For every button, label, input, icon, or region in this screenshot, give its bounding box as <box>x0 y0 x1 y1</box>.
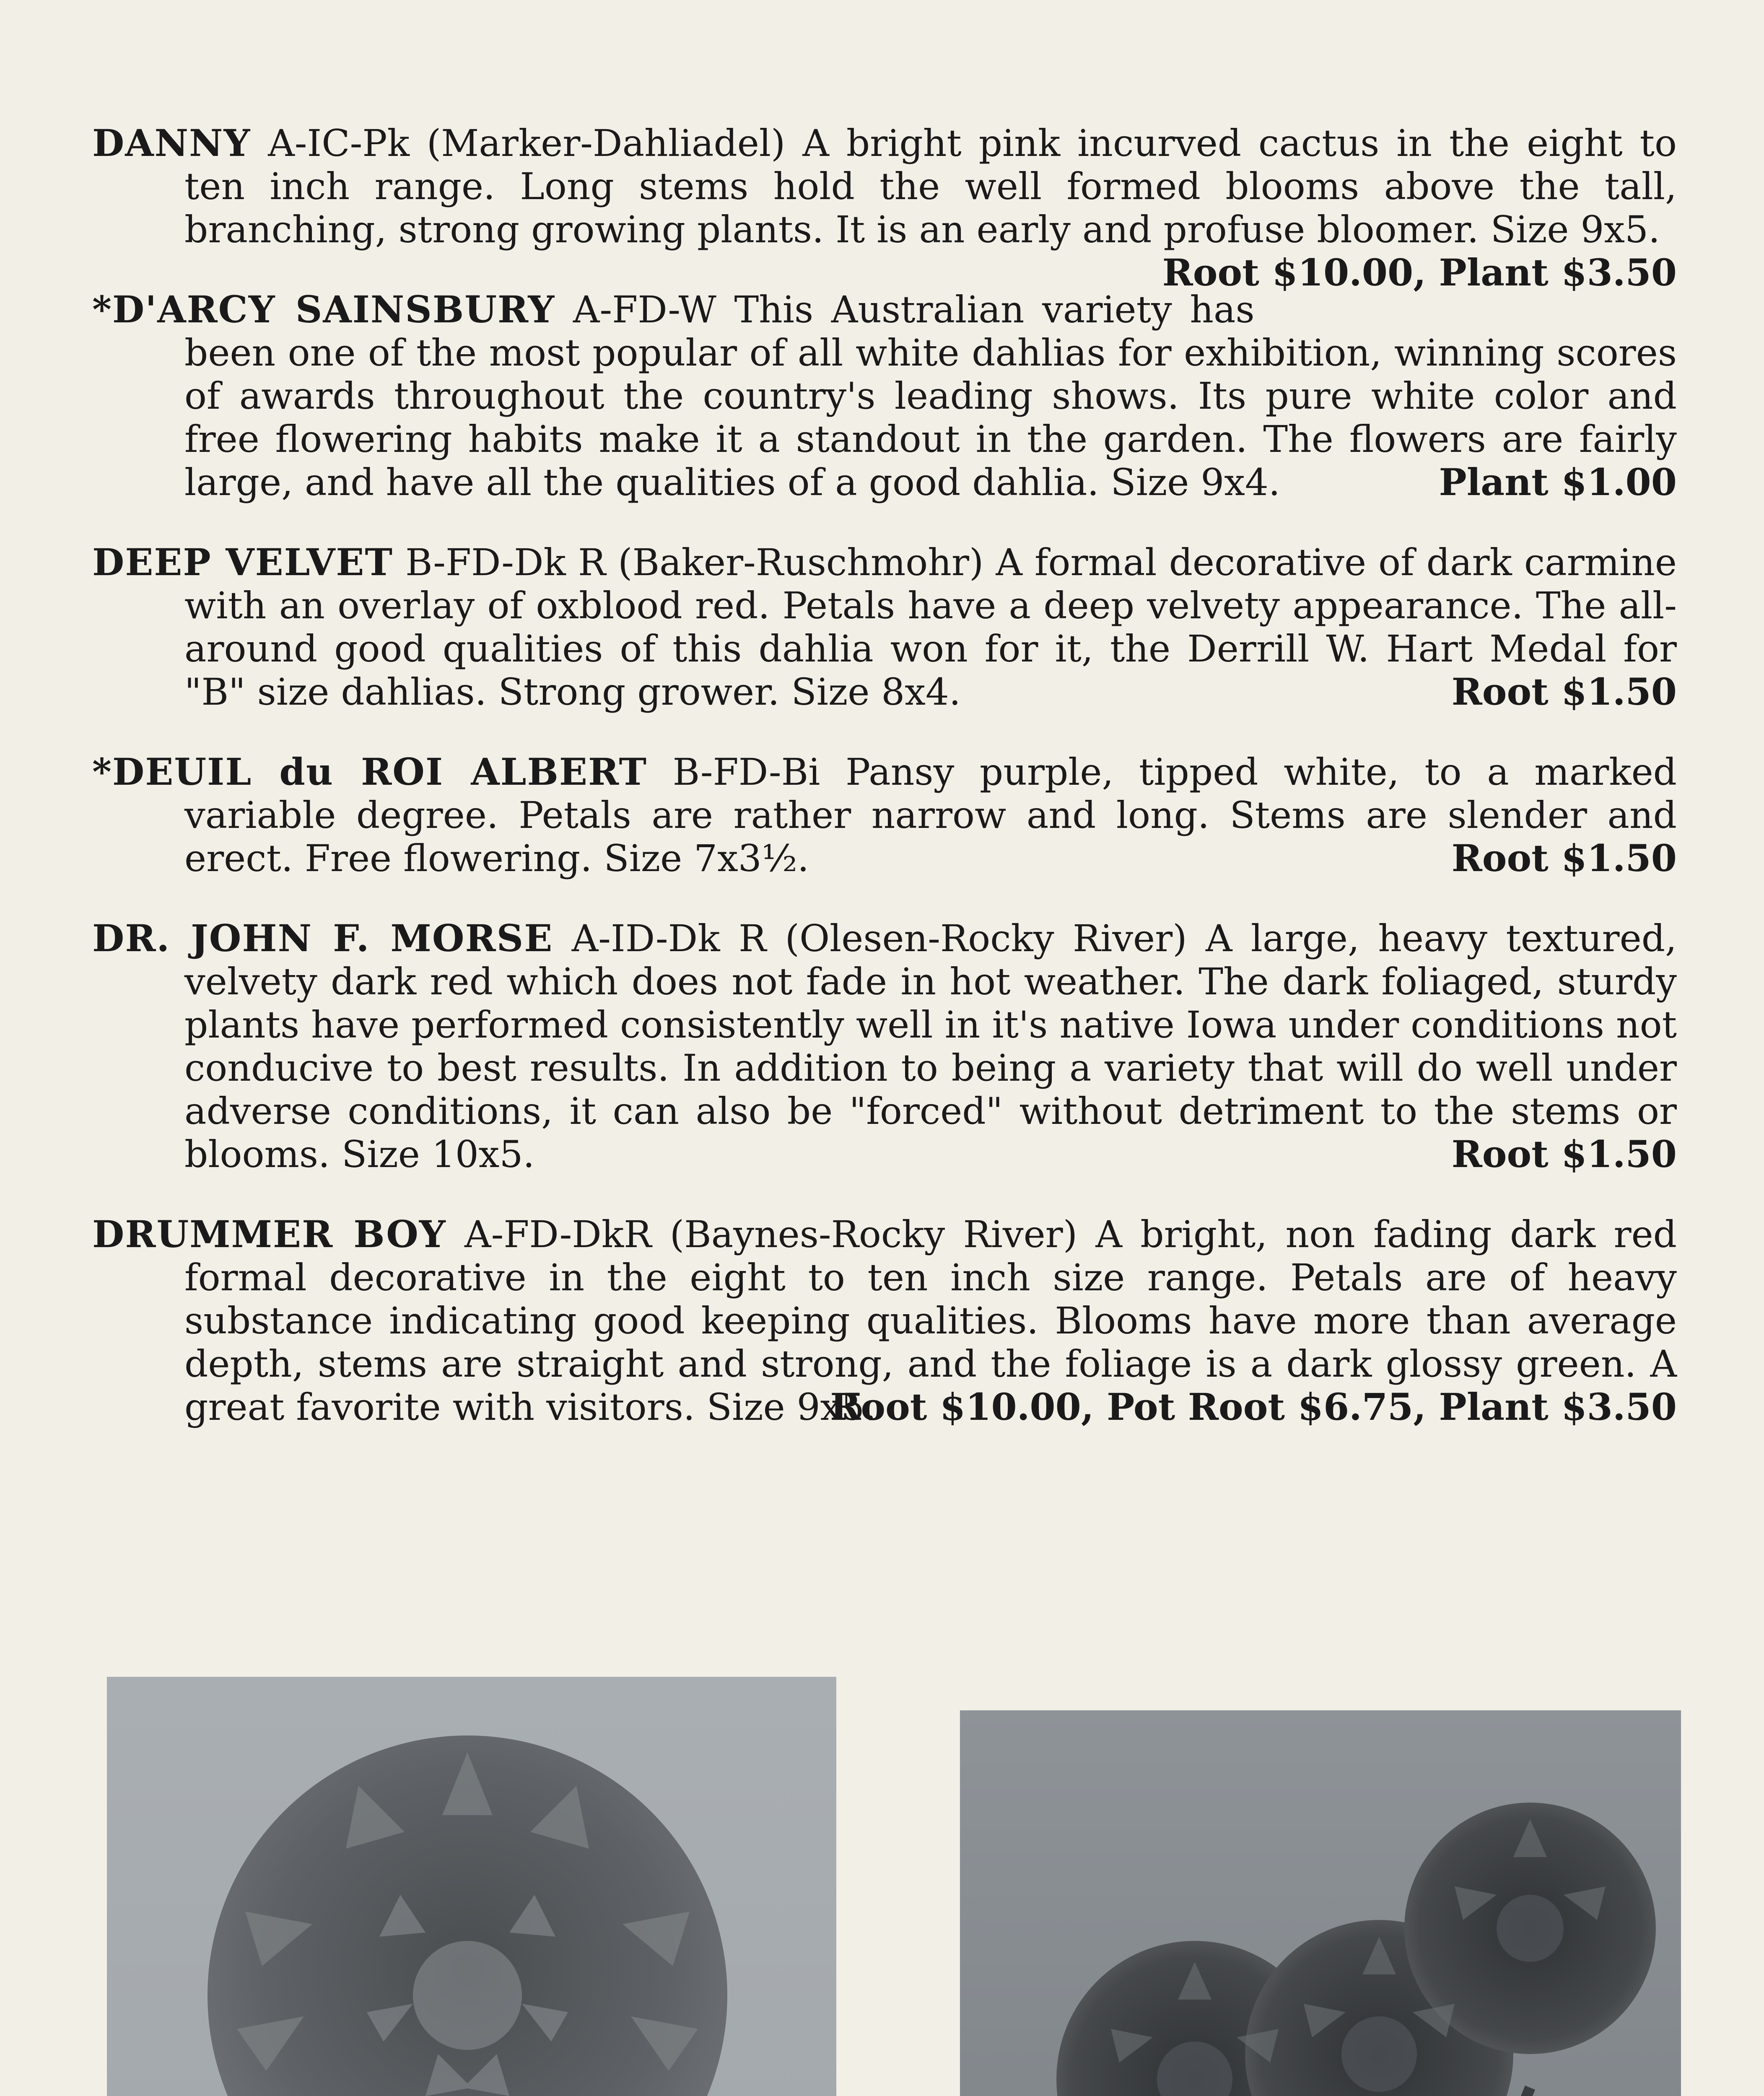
variety-name: DEEP VELVET <box>92 540 393 584</box>
variety-name: DANNY <box>92 121 251 165</box>
variety-description: A-ID-Dk R (Olesen-Rocky River) A large, heavy textured, velvety dark red which does not fade in hot weather. The dark foliaged, sturdy plants have performed consistently well in it's native Iowa under conditions not conducive to best results. In addition to being a variety that will do well under adverse conditions, it can also be "forced" without detriment to the stems or blooms. Size 10x5. <box>184 917 1677 1176</box>
variety-description: A-IC-Pk (Marker-Dahliadel) A bright pink incurved cactus in the eight to ten inch range. Long stems hold the well formed blooms above the tall, branching, strong growing plants. It is an early and profuse bloomer. Size 9x5. <box>184 122 1677 251</box>
variety-price: Root $1.50 <box>1451 1132 1677 1176</box>
dahlia-entry <box>92 541 1677 713</box>
dahlia-entry-list <box>92 122 1677 1450</box>
variety-name: DR. JOHN F. MORSE <box>92 916 553 960</box>
variety-name: DRUMMER BOY <box>92 1212 446 1256</box>
variety-name: *DEUIL du ROI ALBERT <box>92 750 648 794</box>
dahlia-entry <box>92 917 1677 1176</box>
variety-description: B-FD-Bi Pansy purple, tipped white, to a marked variable degree. Petals are rather narrow and long. Stems are slender and erect. Free flowering. Size 7x3½. <box>184 750 1677 880</box>
dahlia-entry <box>92 121 1677 294</box>
variety-description: B-FD-Dk R (Baker-Ruschmohr) A formal decorative of dark carmine with an overlay of oxblood red. Petals have a deep velvety appearance. The all-around good qualities of this dahlia won for it, the Derrill W. Hart Medal for "B" size dahlias. Strong grower. Size 8x4. <box>184 541 1677 713</box>
variety-price: Root $1.50 <box>1451 836 1677 880</box>
drummer-boy-photo <box>107 1677 836 2096</box>
dahlia-entry <box>92 750 1677 880</box>
dahlia-entry <box>92 1213 1677 1429</box>
variety-price: Root $1.50 <box>1451 670 1677 713</box>
variety-price: Root $10.00, Pot Root $6.75, Plant $3.50 <box>830 1385 1677 1429</box>
variety-price: Root $10.00, Plant $3.50 <box>1162 251 1677 294</box>
variety-price: Plant $1.00 <box>1439 460 1677 504</box>
dahlia-entry <box>92 288 1677 504</box>
variety-name: *D'ARCY SAINSBURY <box>92 288 555 331</box>
variety-description: A-FD-DkR (Baynes-Rocky River) A bright, non fading dark red formal decorative in the eight to ten inch size range. Petals are of heavy substance indicating good keeping qualities. Blooms have more than average depth, stems are straight and strong, and the foliage is a dark glossy green. A great favorite with visitors. Size 9x5. <box>184 1213 1677 1429</box>
eleanor-bolesworth-photo <box>960 1710 1681 2096</box>
variety-description: A-FD-W This Australian variety has been one of the most popular of all white dahlias for exhibition, winning scores of awards throughout the country's leading shows. Its pure white color and free flowering habits make it a standout in the garden. The flowers are fairly large, and have all the qualities of a good dahlia. Size 9x4. <box>184 288 1677 504</box>
